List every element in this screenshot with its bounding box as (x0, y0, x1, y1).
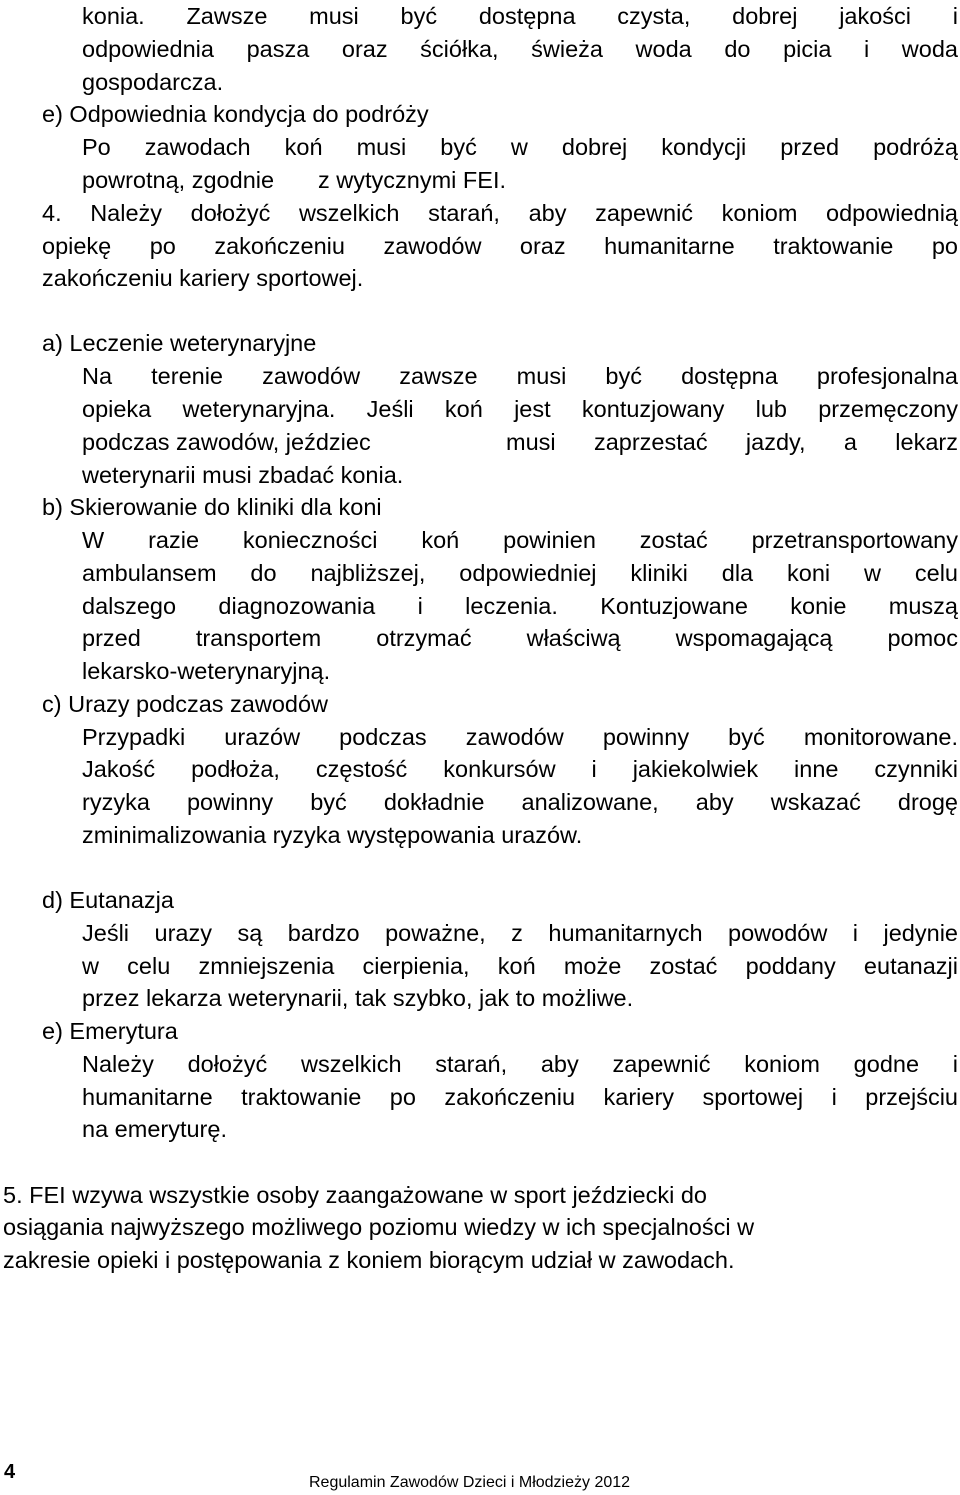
text-line: humanitarne traktowanie po zakończeniu kariery sportowej i przejściu (82, 1084, 958, 1110)
text-line: lekarsko-weterynaryjną. (82, 658, 331, 684)
text-line: ryzyka powinny być dokładnie analizowane, aby wskazać drogę (82, 789, 958, 815)
subsection-heading: a) Leczenie weterynaryjne (42, 330, 317, 356)
text-line: z wytycznymi FEI. (318, 167, 507, 193)
subsection-heading: d) Eutanazja (42, 887, 174, 913)
text-line: zakresie opieki i postępowania z koniem biorącym udział w zawodach. (3, 1247, 735, 1273)
text-line: zakończeniu kariery sportowej. (42, 265, 364, 291)
text-line: Należy dołożyć wszelkich starań, aby zapewnić koniom godne i (82, 1051, 958, 1077)
subsection-heading: e) Emerytura (42, 1018, 178, 1044)
text-line: weterynarii musi zbadać konia. (82, 462, 404, 488)
text-line: dalszego diagnozowania i leczenia. Kontuzjowane konie muszą (82, 593, 958, 619)
text-line: podczas zawodów, jeździec (82, 429, 371, 455)
text-line: przez lekarza weterynarii, tak szybko, jak to możliwe. (82, 985, 634, 1011)
text-line: Po zawodach koń musi być w dobrej kondycji przed podróżą (82, 134, 958, 160)
text-line: przed transportem otrzymać właściwą wspomagającą pomoc (82, 625, 958, 651)
text-line: odpowiednia pasza oraz ściółka, świeża woda do picia i woda (82, 36, 958, 62)
text-line: Na terenie zawodów zawsze musi być dostępna profesjonalna (82, 363, 958, 389)
text-line: Jeśli urazy są bardzo poważne, z humanitarnych powodów i jedynie (82, 920, 958, 946)
text-line: gospodarcza. (82, 69, 224, 95)
page-number: 4 (4, 1461, 16, 1483)
text-line: osiągania najwyższego możliwego poziomu wiedzy w ich specjalności w (3, 1214, 755, 1240)
subsection-heading: c) Urazy podczas zawodów (42, 691, 329, 717)
text-line: na emeryturę. (82, 1116, 227, 1142)
text-line: konia. Zawsze musi być dostępna czysta, dobrej jakości i (82, 3, 958, 29)
text-line: powrotną, zgodnie (82, 167, 275, 193)
text-line: opieka weterynaryjna. Jeśli koń jest kontuzjowany lub przemęczony (82, 396, 958, 422)
section-heading: 4. Należy dołożyć wszelkich starań, aby zapewnić koniom odpowiednią (42, 200, 958, 226)
subsection-heading: b) Skierowanie do kliniki dla koni (42, 494, 382, 520)
section-heading: 5. FEI wzywa wszystkie osoby zaangażowane w sport jeździecki do (3, 1182, 708, 1208)
text-line: Jakość podłoża, częstość konkursów i jakiekolwiek inne czynniki (82, 756, 958, 782)
text-line: musi zaprzestać jazdy, a lekarz (506, 429, 958, 455)
text-line: opiekę po zakończeniu zawodów oraz humanitarne traktowanie po (42, 233, 958, 259)
text-line: w celu zmniejszenia cierpienia, koń może zostać poddany eutanazji (82, 953, 958, 979)
text-line: W razie konieczności koń powinien zostać przetransportowany (82, 527, 958, 553)
text-line: ambulansem do najbliższej, odpowiedniej kliniki dla koni w celu (82, 560, 958, 586)
text-line: Przypadki urazów podczas zawodów powinny być monitorowane. (82, 724, 958, 750)
footer-title: Regulamin Zawodów Dzieci i Młodzieży 2012 (309, 1474, 631, 1491)
subsection-heading: e) Odpowiednia kondycja do podróży (42, 101, 429, 127)
text-line: zminimalizowania ryzyka występowania urazów. (82, 822, 583, 848)
